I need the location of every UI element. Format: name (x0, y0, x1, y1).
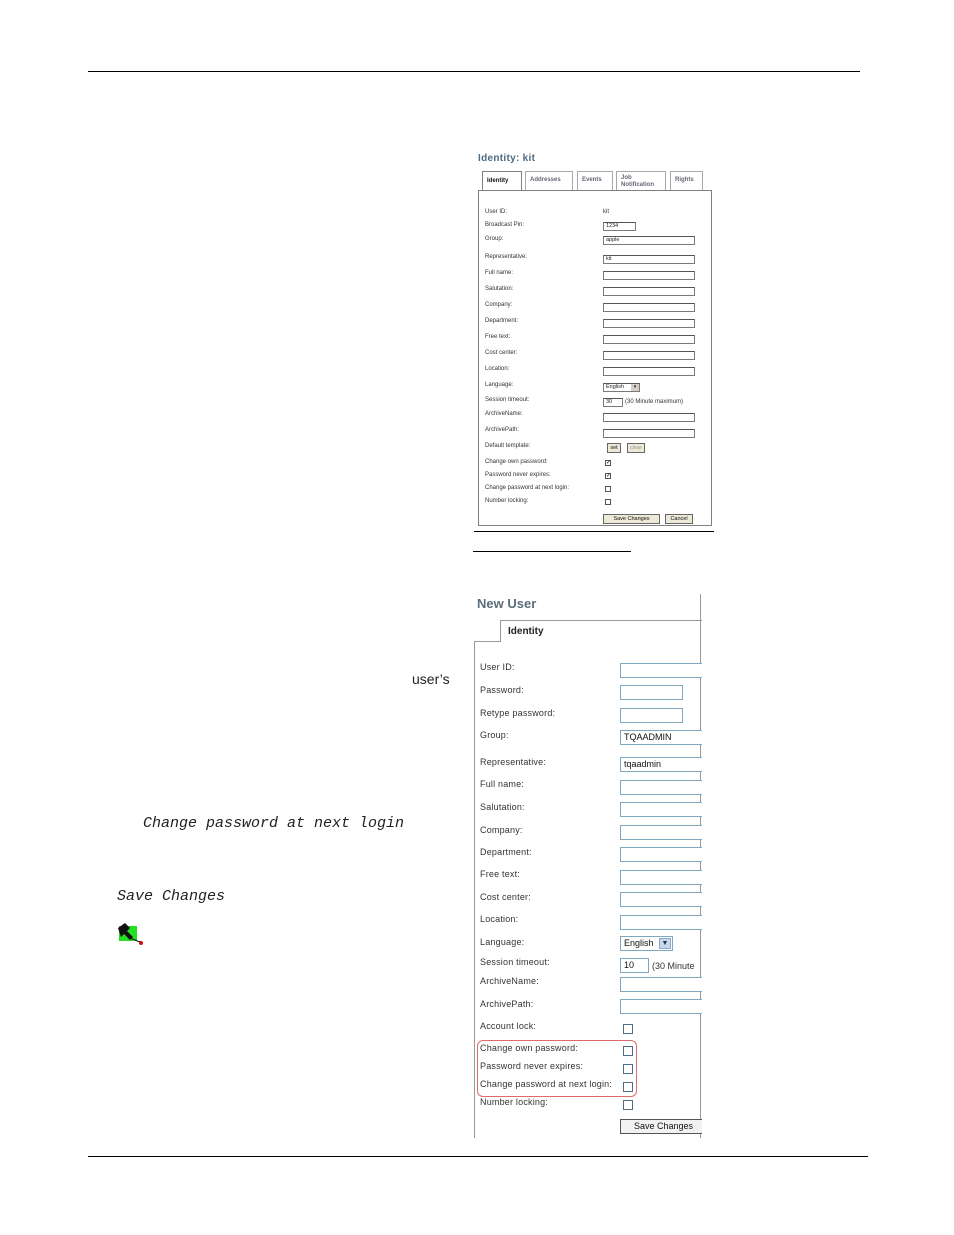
change-own-password-checkbox[interactable]: ✓ (606, 460, 612, 466)
tab-events[interactable]: Events (577, 171, 613, 190)
field-label: Company: (485, 302, 513, 308)
checkbox-label: Password never expires: (480, 1061, 584, 1071)
password-input[interactable] (620, 685, 683, 700)
company-input[interactable] (603, 303, 695, 312)
checkbox-label: Change own password: (485, 459, 548, 465)
session-timeout-input[interactable]: 30 (603, 398, 623, 407)
field-label: ArchivePath: (480, 999, 534, 1009)
location-input[interactable] (603, 367, 695, 376)
tab-strip (474, 618, 702, 642)
panel-title: Identity: kit (478, 153, 536, 164)
chevron-down-icon[interactable]: ▾ (631, 384, 639, 391)
change-own-password-checkbox[interactable] (623, 1046, 633, 1056)
cost-center-input[interactable] (620, 892, 702, 907)
department-input[interactable] (603, 319, 695, 328)
identity-form (478, 190, 712, 526)
representative-input[interactable]: kit (603, 255, 695, 264)
password-never-expires-checkbox[interactable]: ✓ (606, 473, 612, 479)
company-input[interactable] (620, 825, 702, 840)
tab-addresses[interactable]: Addresses (525, 171, 573, 190)
tab-identity[interactable]: Identity (500, 620, 702, 642)
footer-rule (88, 1156, 868, 1157)
field-label: Free text: (485, 334, 511, 340)
field-label: Password: (480, 685, 524, 695)
retype-password-input[interactable] (620, 708, 683, 723)
representative-input[interactable]: tqaadmin (620, 757, 702, 772)
field-label: Session timeout: (480, 957, 550, 967)
archive-name-input[interactable] (620, 977, 702, 992)
field-label: Representative: (485, 254, 528, 260)
field-label: Free text: (480, 869, 521, 879)
field-label: Group: (480, 730, 509, 740)
change-password-next-login-checkbox[interactable] (623, 1082, 633, 1092)
language-select[interactable] (603, 383, 640, 392)
field-label: Salutation: (485, 286, 514, 292)
tab-divider (474, 641, 500, 642)
change-password-next-login-checkbox[interactable] (605, 486, 611, 492)
full-name-input[interactable] (603, 271, 695, 280)
location-input[interactable] (620, 915, 702, 930)
panel-title: New User (477, 596, 537, 611)
field-label: Full name: (480, 779, 525, 789)
number-locking-checkbox[interactable] (623, 1100, 633, 1110)
field-label: Default template: (485, 443, 531, 449)
field-label: Broadcast Pin: (485, 222, 525, 228)
session-timeout-unit: (30 Minute maximum) (625, 399, 684, 405)
field-label: Language: (480, 937, 525, 947)
cancel-button[interactable]: Cancel (665, 514, 693, 524)
field-label: Location: (480, 914, 519, 924)
checkbox-label: Change password at next login: (485, 485, 570, 491)
archive-path-input[interactable] (603, 429, 695, 438)
body-text-fragment: user’s (412, 671, 450, 687)
field-label: User ID: (480, 662, 515, 672)
session-timeout-unit: (30 Minute (652, 961, 695, 971)
field-label: Company: (480, 825, 523, 835)
option-reference-save-changes: Save Changes (117, 888, 226, 905)
header-rule (88, 71, 860, 72)
group-input[interactable]: TQAADMIN (620, 730, 702, 745)
field-label: User ID: (485, 209, 508, 215)
caption-underline (473, 551, 631, 552)
field-label: Full name: (485, 270, 514, 276)
group-input[interactable]: apple (603, 236, 695, 245)
tab-rights[interactable]: Rights (670, 171, 703, 190)
field-label: Department: (485, 318, 519, 324)
tab-identity[interactable]: Identity (482, 171, 522, 190)
field-label: ArchivePath: (485, 427, 520, 433)
save-changes-button[interactable]: Save Changes (620, 1119, 702, 1134)
template-clear-button[interactable]: clear (627, 443, 645, 453)
field-label: Retype password: (480, 708, 556, 718)
identity-kit-panel (474, 148, 714, 532)
user-id-input[interactable] (620, 663, 702, 678)
password-never-expires-checkbox[interactable] (623, 1064, 633, 1074)
broadcast-pin-input[interactable]: 1234 (603, 222, 636, 231)
language-select[interactable] (620, 936, 673, 951)
checkbox-label: Change own password: (480, 1043, 579, 1053)
option-reference-change-password: Change password at next login (143, 815, 405, 832)
field-label: Location: (485, 366, 510, 372)
pushpin-note-icon (116, 922, 146, 946)
free-text-input[interactable] (620, 870, 702, 885)
template-set-button[interactable]: set (607, 443, 621, 453)
archive-name-input[interactable] (603, 413, 695, 422)
panel-bottom-rule (474, 531, 714, 532)
field-label: Cost center: (485, 350, 518, 356)
field-label: Session timeout: (485, 397, 530, 403)
field-label: ArchiveName: (480, 976, 539, 986)
user-id-value: kit (603, 209, 609, 215)
checkbox-label: Account lock: (480, 1021, 537, 1031)
salutation-input[interactable] (603, 287, 695, 296)
field-label: Salutation: (480, 802, 525, 812)
field-label: Cost center: (480, 892, 531, 902)
checkbox-label: Change password at next login: (480, 1079, 613, 1089)
field-label: Group: (485, 236, 504, 242)
field-label: Representative: (480, 757, 547, 767)
account-lock-checkbox[interactable] (623, 1024, 633, 1034)
tab-job-notification[interactable]: Job Notification (616, 171, 666, 190)
new-user-panel (474, 594, 702, 1138)
session-timeout-input[interactable]: 10 (620, 958, 649, 973)
salutation-input[interactable] (620, 802, 702, 817)
language-value: English (624, 938, 654, 948)
cost-center-input[interactable] (603, 351, 695, 360)
number-locking-checkbox[interactable] (605, 499, 611, 505)
language-value: English (606, 384, 625, 390)
checkbox-label: Number locking: (485, 498, 529, 504)
free-text-input[interactable] (603, 335, 695, 344)
chevron-down-icon[interactable]: ▼ (659, 938, 671, 949)
save-changes-button[interactable]: Save Changes (603, 514, 660, 524)
archive-path-input[interactable] (620, 999, 702, 1014)
frame-border (474, 641, 475, 1138)
field-label: Language: (485, 382, 514, 388)
checkbox-label: Number locking: (480, 1097, 549, 1107)
field-label: ArchiveName: (485, 411, 523, 417)
checkbox-label: Password never expires: (485, 472, 551, 478)
department-input[interactable] (620, 847, 702, 862)
field-label: Department: (480, 847, 532, 857)
full-name-input[interactable] (620, 780, 702, 795)
